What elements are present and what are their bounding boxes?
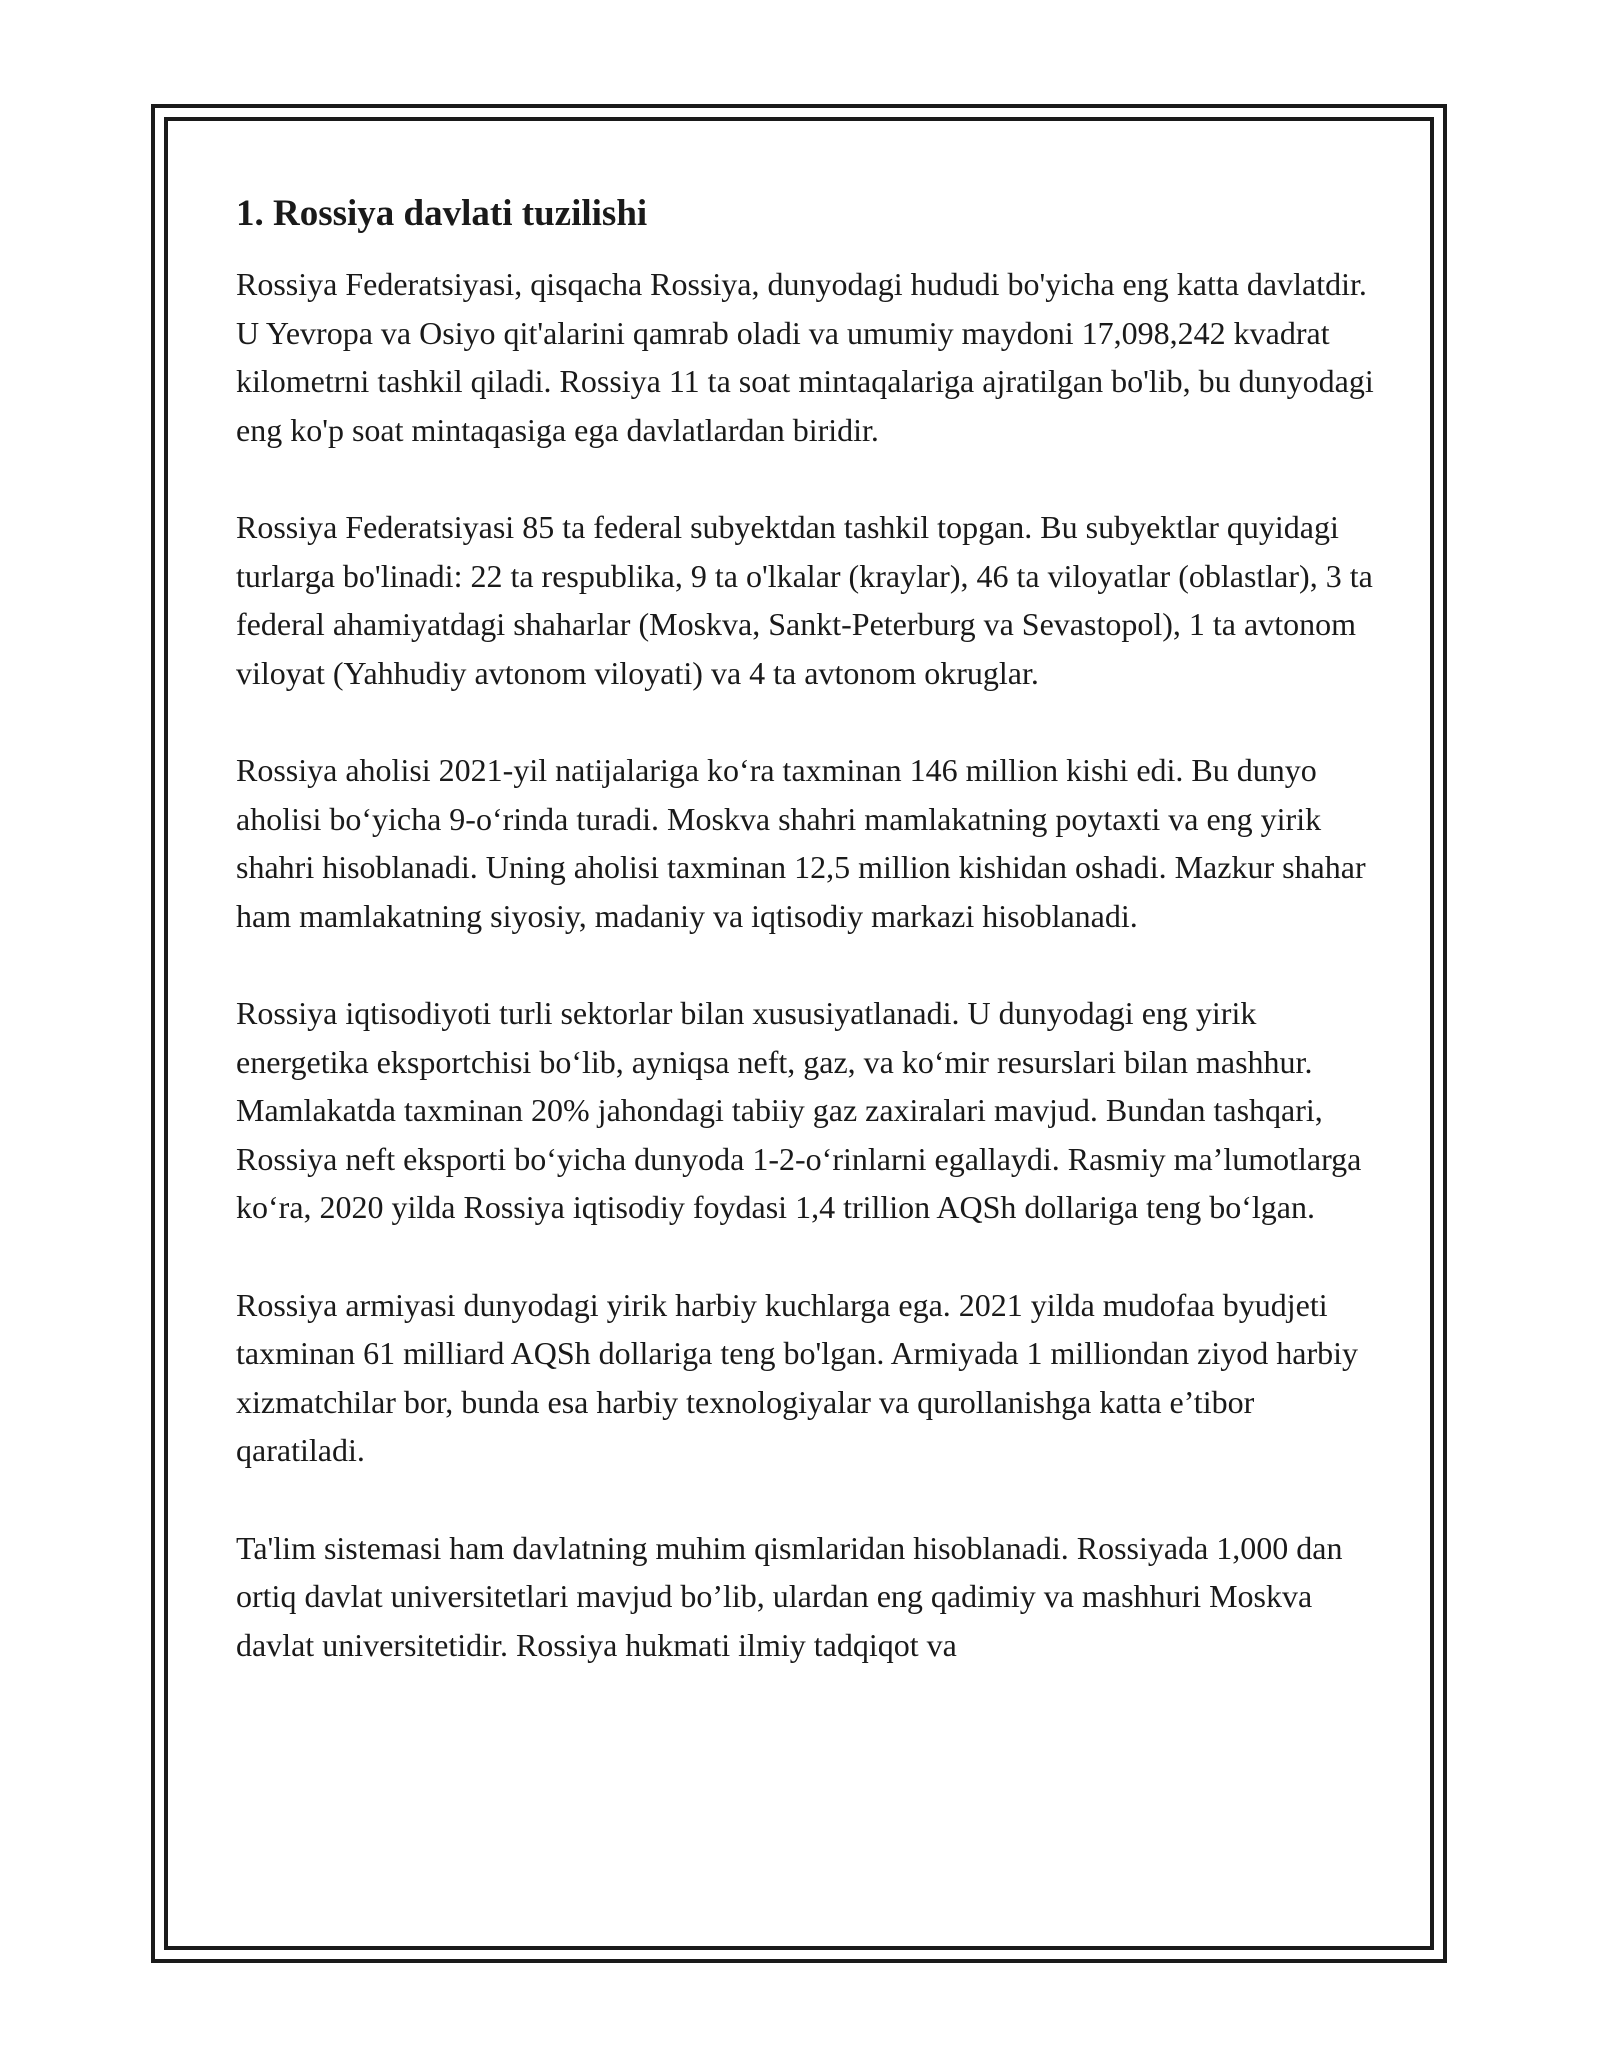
paragraph-subjects: Rossiya Federatsiyasi 85 ta federal subyektdan tashkil topgan. Bu subyektlar quyidagi turlarga bo'linadi: 22 ta respublika, 9 ta o'lkalar (kraylar), 46 ta viloyatlar (oblastlar), 3 ta federal ahamiyatdagi shaharlar (Moskva, Sankt-Peterburg va Sevastopol), 1 ta avtonom viloyat (Yahhudiy avtonom viloyati) va 4 ta avtonom okruglar. — [236, 509, 1373, 691]
document-body — [236, 188, 1376, 1718]
paragraph-army: Rossiya armiyasi dunyodagi yirik harbiy kuchlarga ega. 2021 yilda mudofaa byudjeti taxminan 61 milliard AQSh dollariga teng bo'lgan. Armiyada 1 milliondan ziyod harbiy xizmatchilar bor, bunda esa harbiy texnologiyalar va qurollanishga katta e’tibor qaratiladi. — [236, 1286, 1359, 1468]
paragraph-education: Ta'lim sistemasi ham davlatning muhim qismlaridan hisoblanadi. Rossiyada 1,000 dan ortiq davlat universitetlari mavjud bo’lib, ulardan eng qadimiy va mashhuri Moskva davlat universitetidir. Rossiya hukmati ilmiy tadqiqot va — [236, 1529, 1343, 1663]
paragraph-economy: Rossiya iqtisodiyoti turli sektorlar bilan xususiyatlanadi. U dunyodagi eng yirik energetika eksportchisi boʻlib, ayniqsa neft, gaz, va koʻmir resurslari bilan mashhur. Mamlakatda taxminan 20% jahondagi tabiiy gaz zaxiralari mavjud. Bundan tashqari, Rossiya neft eksporti boʻyicha dunyoda 1-2-oʻrinlarni egallaydi. Rasmiy ma’lumotlarga koʻra, 2020 yilda Rossiya iqtisodiy foydasi 1,4 trillion AQSh dollariga teng boʻlgan. — [236, 995, 1362, 1225]
document-title: 1. Rossiya davlati tuzilishi — [236, 193, 648, 234]
paragraph-population: Rossiya aholisi 2021-yil natijalariga koʻra taxminan 146 million kishi edi. Bu dunyo aholisi boʻyicha 9-oʻrinda turadi. Moskva shahri mamlakatning poytaxti va eng yirik shahri hisoblanadi. Uning aholisi taxminan 12,5 million kishidan oshadi. Mazkur shahar ham mamlakatning siyosiy, madaniy va iqtisodiy markazi hisoblanadi. — [236, 752, 1366, 934]
paragraph-area: Rossiya Federatsiyasi, qisqacha Rossiya, dunyodagi hududi bo'yicha eng katta davlatdir. U Yevropa va Osiyo qit'alarini qamrab oladi va umumiy maydoni 17,098,242 kvadrat kilometrni tashkil qiladi. Rossiya 11 ta soat mintaqalariga ajratilgan bo'lib, bu dunyodagi eng ko'p soat mintaqasiga ega davlatlardan biridir. — [236, 266, 1374, 448]
